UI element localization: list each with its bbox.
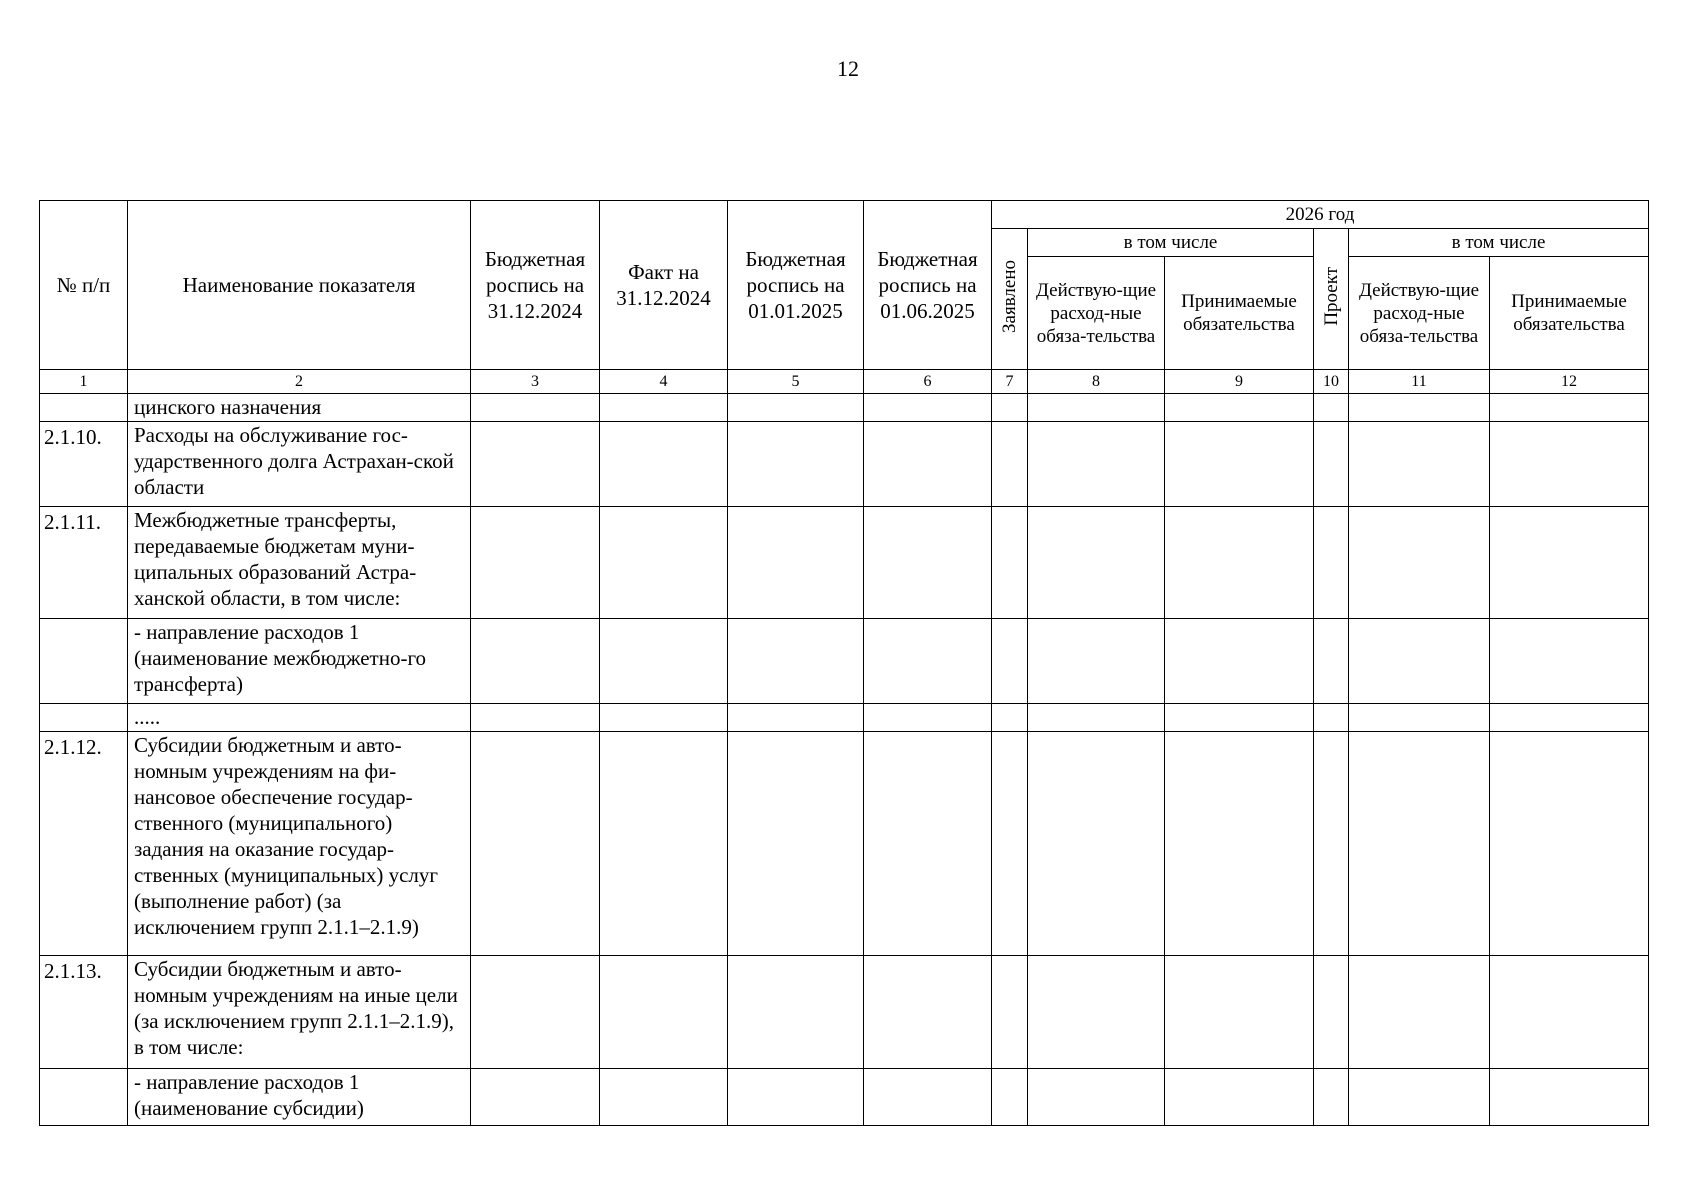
- row-number: [40, 394, 128, 422]
- column-number: 1: [40, 370, 128, 394]
- header-accepted-obligations-1: Принимаемые обязательства: [1165, 257, 1314, 370]
- header-current-obligations-2: Действую-щие расход-ные обяза-тельства: [1349, 257, 1490, 370]
- row-name: Субсидии бюджетным и авто-номным учреждениям на иные цели (за исключением групп 2.1.1–2.1.9), в том числе:: [128, 956, 471, 1069]
- header-budget-jan-2025: Бюджетная роспись на 01.01.2025: [728, 201, 864, 370]
- row-name: Межбюджетные трансферты, передаваемые бюджетам муни-ципальных образований Астра-ханской области, в том числе:: [128, 507, 471, 619]
- row-number: 2.1.13.: [40, 956, 128, 1069]
- page-number: 12: [837, 56, 859, 81]
- table-row: [40, 619, 1649, 704]
- row-number: [40, 1069, 128, 1126]
- column-number: 9: [1165, 370, 1314, 394]
- header-fact-2024: Факт на 31.12.2024: [600, 201, 728, 370]
- row-number: 2.1.11.: [40, 507, 128, 619]
- row-name: .....: [128, 704, 471, 732]
- row-name: Субсидии бюджетным и авто-номным учреждениям на фи-нансовое обеспечение государ-ственного (муниципального) задания на оказание государ-ственных (муниципальных) услуг (выполнение работ) (за исключением групп 2.1.1–2.1.9): [128, 732, 471, 956]
- row-name: цинского назначения: [128, 394, 471, 422]
- header-name: Наименование показателя: [128, 201, 471, 370]
- row-name: - направление расходов 1 (наименование субсидии): [128, 1069, 471, 1126]
- table-row: [40, 956, 1649, 1069]
- column-number: 12: [1490, 370, 1649, 394]
- column-number: 7: [992, 370, 1028, 394]
- header-current-obligations-1: Действую-щие расход-ные обяза-тельства: [1028, 257, 1165, 370]
- column-number: 5: [728, 370, 864, 394]
- header-budget-jun-2025: Бюджетная роспись на 01.06.2025: [864, 201, 992, 370]
- header-accepted-obligations-2: Принимаемые обязательства: [1490, 257, 1649, 370]
- row-number: 2.1.12.: [40, 732, 128, 956]
- header-budget-2024: Бюджетная роспись на 31.12.2024: [471, 201, 600, 370]
- table-row: [40, 704, 1649, 732]
- column-number: 11: [1349, 370, 1490, 394]
- table-row: [40, 422, 1649, 507]
- table-row: [40, 732, 1649, 956]
- table-row: [40, 507, 1649, 619]
- row-number: [40, 619, 128, 704]
- column-number: 4: [600, 370, 728, 394]
- column-number: 6: [864, 370, 992, 394]
- header-declared: [992, 229, 1028, 370]
- header-declared-label: Заявлено: [999, 259, 1020, 333]
- header-project: [1314, 229, 1349, 370]
- table-row: [40, 1069, 1649, 1126]
- column-number: 2: [128, 370, 471, 394]
- header-including-2: в том числе: [1349, 229, 1649, 257]
- column-number: 10: [1314, 370, 1349, 394]
- header-including-1: в том числе: [1028, 229, 1314, 257]
- row-number: [40, 704, 128, 732]
- header-project-label: Проект: [1320, 266, 1342, 326]
- header-num: № п/п: [40, 201, 128, 370]
- column-numbers-row: [40, 370, 1649, 394]
- budget-table: [39, 200, 1649, 1126]
- row-number: 2.1.10.: [40, 422, 128, 507]
- table-row: [40, 394, 1649, 422]
- row-name: - направление расходов 1 (наименование межбюджетно-го трансферта): [128, 619, 471, 704]
- column-number: 3: [471, 370, 600, 394]
- row-name: Расходы на обслуживание гос-ударственного долга Астрахан-ской области: [128, 422, 471, 507]
- column-number: 8: [1028, 370, 1165, 394]
- header-year-2026: 2026 год: [992, 201, 1649, 229]
